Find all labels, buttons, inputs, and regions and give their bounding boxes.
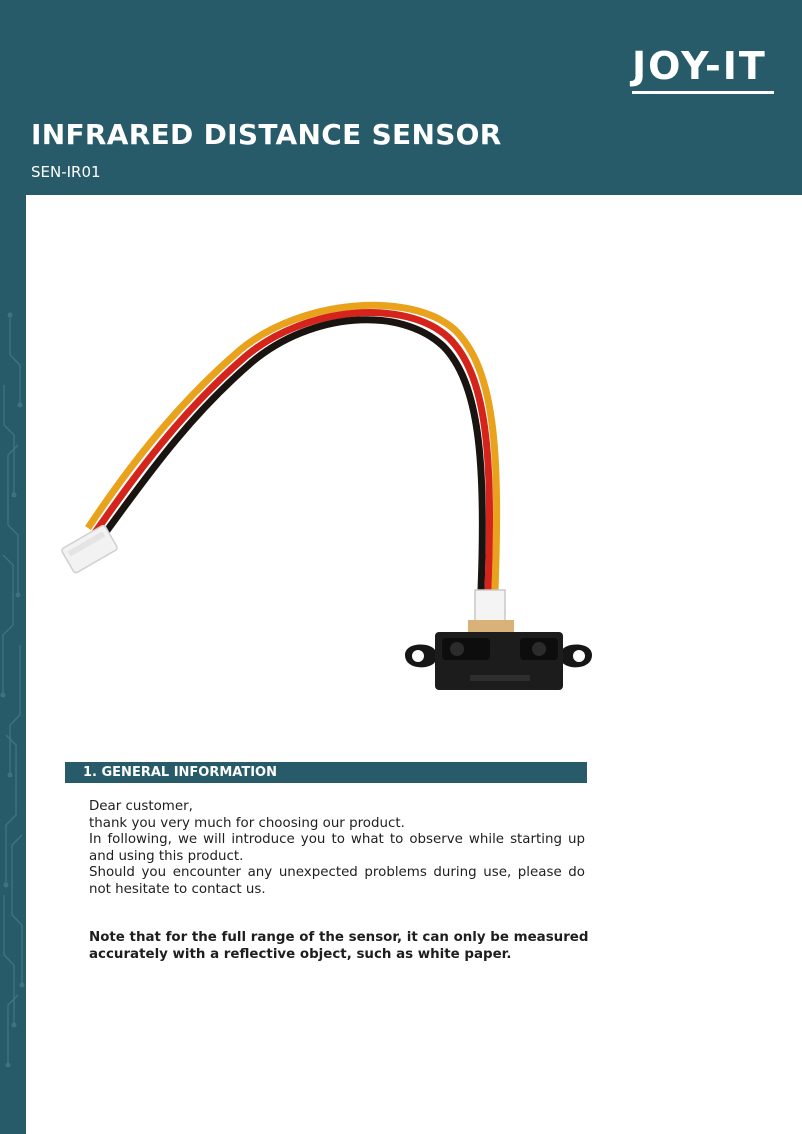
intro-text [89, 799, 585, 898]
thanks-line: thank you very much for choosing our product. [89, 815, 405, 831]
joy-it-logo [632, 46, 774, 96]
contact-line: Should you encounter any unexpected problems during use, please do not hesitate to contact us. [89, 865, 585, 897]
logo-underline [632, 91, 774, 94]
introduction-line: In following, we will introduce you to what to observe while starting up and using this product. [89, 832, 585, 864]
logo-text: JOY-IT [632, 44, 767, 88]
header-banner [0, 0, 802, 195]
circuit-decoration-strip [0, 195, 26, 1134]
product-code: SEN-IR01 [31, 163, 101, 181]
infrared-sensor-with-cable-image [50, 290, 610, 710]
greeting: Dear customer, [89, 799, 193, 814]
measurement-note: Note that for the full range of the sensor, it can only be measured accurately with a reflective object, such as white paper. [89, 930, 589, 962]
section-header [65, 762, 587, 783]
page-title: INFRARED DISTANCE SENSOR [31, 118, 502, 151]
section-title: 1. GENERAL INFORMATION [83, 765, 277, 780]
circuit-pattern-icon [0, 195, 26, 1134]
